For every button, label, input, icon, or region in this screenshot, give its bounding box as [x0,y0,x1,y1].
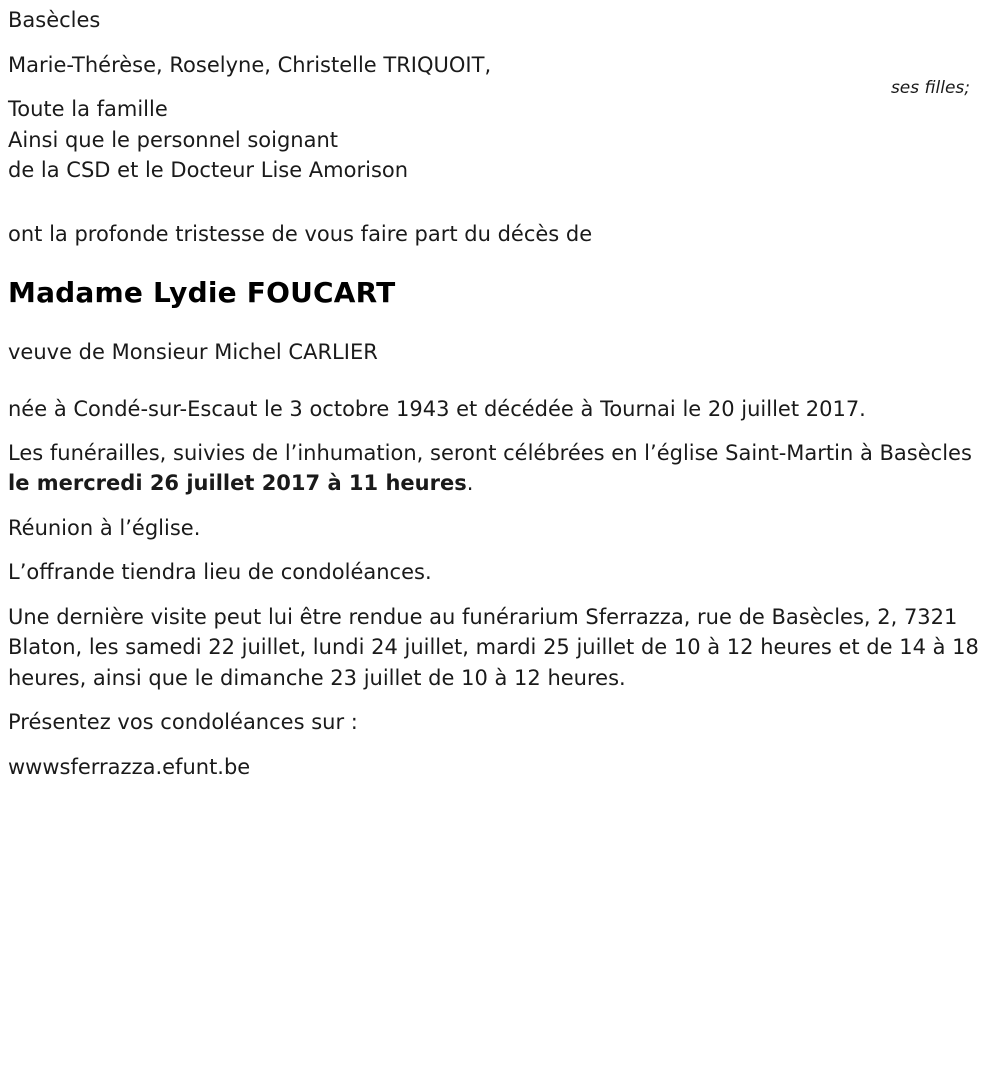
role-note: ses filles; [890,77,970,98]
birth-death-line: née à Condé-sur-Escaut le 3 octobre 1943 et décédée à Tournai le 20 juillet 2017. [8,396,866,421]
spacer [8,312,984,338]
spacer [8,36,984,50]
funeral-prefix: Les funérailles, suivies de l’inhumation, seront célébrées en l’église Saint-Martin à Basècles [8,441,972,466]
gathering-line: Réunion à l’église. [8,515,201,540]
deceased-name: Madame Lydie FOUCART [8,276,396,310]
spouse-line: veuve de Monsieur Michel CARLIER [8,339,378,364]
condolences-prompt: Présentez vos condoléances sur : [8,710,358,735]
locality-line: Basècles [8,8,101,32]
condolences-url-link[interactable]: wwwsferrazza.efunt.be [8,754,251,779]
announcers-block [8,50,984,186]
lead-in-text: ont la profonde tristesse de vous faire part du décès de [8,221,593,246]
funeral-suffix: . [466,471,474,496]
funeral-datetime: le mercredi 26 juillet 2017 à 11 heures [8,471,467,496]
funeral-details-line [8,438,984,499]
announcer-line-4: de la CSD et le Docteur Lise Amorison [8,158,409,183]
announcer-line-1: Marie-Thérèse, Roselyne, Christelle TRIQUOIT, [8,52,492,77]
spacer [8,186,984,220]
visitation-line: Une dernière visite peut lui être rendue au funérarium Sferrazza, rue de Basècles, 2, 7321 Blaton, les samedi 22 juillet, lundi 24 juillet, mardi 25 juillet de 10 à 12 heures et de 14 à 18 heures, ainsi que le dimanche 23 juillet de 10 à 12 heures. [8,604,979,690]
notice-content [8,6,984,782]
offering-line: L’offrande tiendra lieu de condoléances. [8,560,432,585]
spacer [8,249,984,275]
spacer [8,80,984,94]
spacer [8,368,984,394]
announcer-line-3: Ainsi que le personnel soignant [8,127,339,152]
announcer-line-2: Toute la famille [8,97,168,122]
